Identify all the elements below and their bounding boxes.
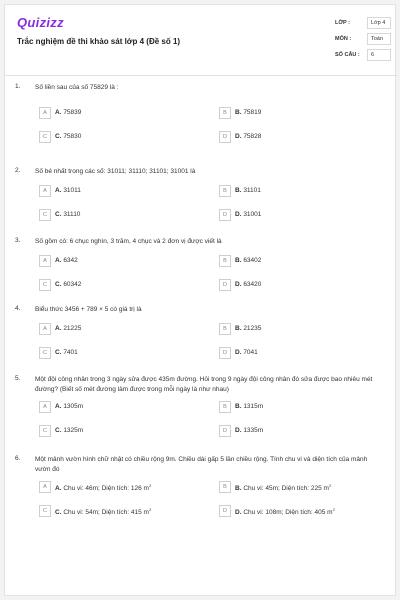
option-value: 21225	[63, 325, 82, 332]
option-text	[55, 349, 78, 356]
option-letter-box[interactable]: A	[39, 323, 51, 335]
option-value: 7401	[63, 349, 78, 356]
option-letter-box[interactable]: A	[39, 401, 51, 413]
option-prefix: D.	[235, 211, 242, 218]
question-number: 4.	[15, 305, 21, 312]
option-prefix: D.	[235, 281, 242, 288]
option-text	[235, 403, 263, 410]
question-number: 6.	[15, 455, 21, 462]
meta-label: LỚP :	[335, 20, 350, 26]
question-number: 3.	[15, 237, 21, 244]
question-2	[5, 167, 397, 237]
option-value: 63420	[243, 281, 262, 288]
option-letter-box[interactable]: C	[39, 279, 51, 291]
meta-label: SỐ CÂU :	[335, 52, 360, 58]
option-prefix: B.	[235, 109, 242, 116]
meta-value-subject: Toán	[367, 33, 391, 45]
option-letter-box[interactable]: D	[219, 425, 231, 437]
option-letter-box[interactable]: D	[219, 347, 231, 359]
worksheet-meta	[335, 17, 393, 65]
option-prefix: A.	[55, 485, 62, 493]
option-prefix: C.	[55, 281, 62, 288]
option-prefix: D.	[235, 133, 242, 140]
option-letter-box[interactable]: D	[219, 279, 231, 291]
answer-option-d[interactable]	[219, 279, 389, 291]
answer-option-a[interactable]	[39, 107, 209, 119]
question-4	[5, 305, 397, 375]
option-text	[235, 483, 331, 492]
option-value: Chu vi: 46m; Diện tích: 126 m	[63, 485, 149, 493]
question-5	[5, 375, 397, 445]
answer-option-b[interactable]	[219, 481, 389, 493]
option-value: 21235	[243, 325, 262, 332]
answer-option-c[interactable]	[39, 347, 209, 359]
meta-label: MÔN :	[335, 36, 352, 42]
option-text	[235, 257, 261, 264]
option-prefix: C.	[55, 133, 62, 140]
option-value: 31011	[63, 187, 81, 194]
answer-option-b[interactable]	[219, 323, 389, 335]
option-value: 7041	[243, 349, 258, 356]
worksheet-header	[5, 5, 397, 75]
option-text	[235, 133, 261, 140]
option-text	[235, 325, 261, 332]
option-letter-box[interactable]: B	[219, 481, 231, 493]
option-value: 60342	[63, 281, 82, 288]
question-6	[5, 455, 397, 525]
option-text	[55, 483, 151, 492]
meta-row-class	[335, 17, 393, 33]
option-prefix: B.	[235, 325, 242, 332]
option-unit-exponent: 2	[332, 507, 335, 512]
option-prefix: C.	[55, 211, 62, 218]
option-prefix: D.	[235, 509, 242, 517]
option-prefix: C.	[55, 349, 62, 356]
option-text	[55, 187, 81, 194]
question-text: Một mảnh vườn hình chữ nhật có chiều rộng 9m. Chiều dài gấp 5 lần chiều rộng. Tính chu vi và diện tích của mảnh vườn đó	[35, 456, 368, 473]
question-1	[5, 83, 397, 153]
question-number: 1.	[15, 83, 21, 90]
meta-row-subject	[335, 33, 393, 49]
option-text	[55, 427, 83, 434]
option-text	[55, 325, 81, 332]
answer-option-c[interactable]	[39, 505, 209, 517]
option-letter-box[interactable]: A	[39, 185, 51, 197]
option-prefix: D.	[235, 427, 242, 434]
question-number: 5.	[15, 375, 21, 382]
option-letter-box[interactable]: B	[219, 255, 231, 267]
worksheet-page	[4, 4, 396, 596]
option-letter-box[interactable]: B	[219, 185, 231, 197]
option-text	[235, 211, 261, 218]
option-prefix: A.	[55, 325, 62, 332]
answer-option-a[interactable]	[39, 481, 209, 493]
option-prefix: B.	[235, 485, 242, 493]
question-text: Số liền sau của số 75829 là :	[35, 84, 119, 91]
option-value: 75839	[63, 109, 82, 116]
meta-value-class: Lớp 4	[367, 17, 391, 29]
option-letter-box[interactable]: D	[219, 209, 231, 221]
option-letter-box[interactable]: C	[39, 347, 51, 359]
option-value: 1325m	[63, 427, 84, 434]
meta-row-question-count	[335, 49, 393, 65]
option-text	[235, 281, 261, 288]
option-text	[55, 403, 83, 410]
answer-option-b[interactable]	[219, 185, 389, 197]
option-prefix: B.	[235, 257, 242, 264]
answer-option-b[interactable]	[219, 255, 389, 267]
option-text	[55, 133, 81, 140]
answer-option-d[interactable]	[219, 505, 389, 517]
option-value: Chu vi: 108m; Diện tích: 405 m	[243, 509, 333, 517]
option-letter-box[interactable]: B	[219, 323, 231, 335]
option-prefix: A.	[55, 403, 62, 410]
answer-option-c[interactable]	[39, 209, 209, 221]
answer-option-a[interactable]	[39, 401, 209, 413]
option-unit-exponent: 2	[148, 483, 152, 488]
answer-option-a[interactable]	[39, 255, 209, 267]
option-value: 75830	[63, 133, 82, 140]
question-3	[5, 237, 397, 307]
option-prefix: A.	[55, 187, 62, 194]
option-letter-box[interactable]: B	[219, 401, 231, 413]
option-prefix: C.	[55, 509, 62, 517]
answer-option-c[interactable]	[39, 279, 209, 291]
answer-option-b[interactable]	[219, 107, 389, 119]
option-value: 1305m	[63, 403, 84, 410]
option-prefix: D.	[235, 349, 242, 356]
header-divider	[5, 75, 397, 76]
answer-option-d[interactable]	[219, 425, 389, 437]
option-text	[235, 349, 258, 356]
answer-option-d[interactable]	[219, 131, 389, 143]
option-letter-box[interactable]: D	[219, 131, 231, 143]
option-value: 31001	[243, 211, 262, 218]
option-letter-box[interactable]: A	[39, 255, 51, 267]
option-text	[55, 281, 81, 288]
option-prefix: B.	[235, 403, 242, 410]
option-value: 63402	[243, 257, 262, 264]
option-prefix: B.	[235, 187, 242, 194]
option-prefix: A.	[55, 257, 62, 264]
option-prefix: C.	[55, 427, 62, 434]
quizizz-logo: Quizizz	[17, 15, 64, 30]
option-value: 1315m	[243, 403, 264, 410]
option-unit-exponent: 2	[148, 507, 152, 512]
option-letter-box[interactable]: B	[219, 107, 231, 119]
option-text	[55, 257, 78, 264]
answer-option-d[interactable]	[219, 209, 389, 221]
option-text	[55, 507, 151, 516]
option-letter-box[interactable]: D	[219, 505, 231, 517]
answer-option-a[interactable]	[39, 323, 209, 335]
option-text	[235, 507, 335, 516]
option-text	[235, 427, 263, 434]
question-number: 2.	[15, 167, 21, 174]
option-unit-exponent: 2	[328, 483, 332, 488]
option-letter-box[interactable]: C	[39, 131, 51, 143]
answer-option-d[interactable]	[219, 347, 389, 359]
option-text	[235, 109, 261, 116]
option-value: Chu vi: 45m; Diện tích: 225 m	[243, 485, 329, 493]
worksheet-title: Trắc nghiệm đề thi khảo sát lớp 4 (Đề số 1)	[17, 37, 181, 46]
option-value: 1335m	[243, 427, 264, 434]
option-value: 75828	[243, 133, 262, 140]
meta-value-question-count: 6	[367, 49, 391, 61]
option-value: 31110	[63, 211, 81, 218]
question-text: Số bé nhất trong các số: 31011; 31110; 31101; 31001 là	[35, 168, 196, 175]
option-letter-box[interactable]: C	[39, 505, 51, 517]
answer-option-a[interactable]	[39, 185, 209, 197]
option-text	[55, 211, 80, 218]
answer-option-c[interactable]	[39, 131, 209, 143]
option-letter-box[interactable]: A	[39, 481, 51, 493]
option-value: Chu vi: 54m; Diện tích: 415 m	[63, 509, 149, 517]
option-value: 6342	[63, 257, 78, 264]
answer-option-b[interactable]	[219, 401, 389, 413]
option-letter-box[interactable]: C	[39, 209, 51, 221]
option-value: 75819	[243, 109, 262, 116]
question-text: Một đội công nhân trong 3 ngày sửa được 435m đường. Hỏi trong 9 ngày đội công nhân đó sửa được bao nhiêu mét đường? (Biết số mét đường làm được trong mỗi ngày là như nhau)	[35, 376, 373, 393]
option-letter-box[interactable]: A	[39, 107, 51, 119]
option-text	[235, 187, 261, 194]
option-text	[55, 109, 81, 116]
option-prefix: A.	[55, 109, 62, 116]
question-text: Số gồm có: 6 chục nghìn, 3 trăm, 4 chục và 2 đơn vị được viết là	[35, 238, 222, 245]
answer-option-c[interactable]	[39, 425, 209, 437]
question-text: Biểu thức 3456 + 789 × 5 có giá trị là	[35, 306, 142, 313]
option-value: 31101	[243, 187, 261, 194]
option-letter-box[interactable]: C	[39, 425, 51, 437]
